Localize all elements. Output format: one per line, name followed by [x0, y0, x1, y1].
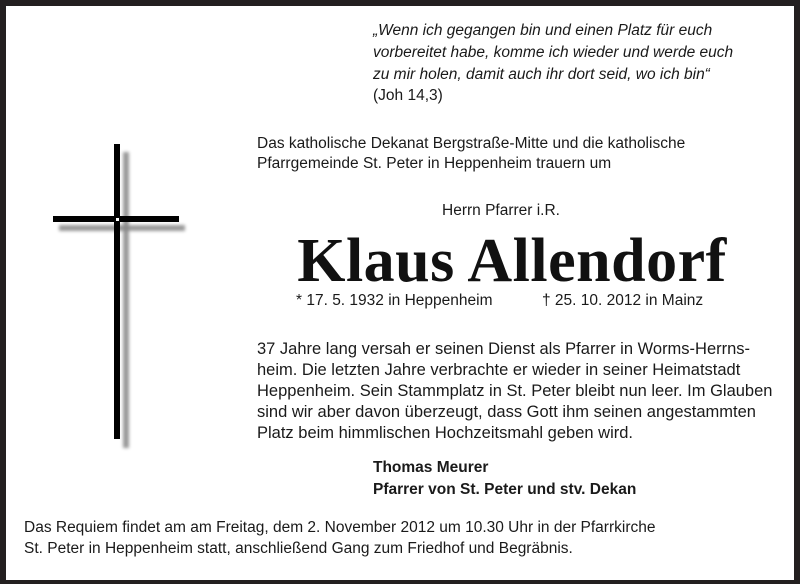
signature-name: Thomas Meurer — [373, 459, 489, 476]
quote-line: „Wenn ich gegangen bin und einen Platz für euch — [373, 22, 713, 39]
obituary-notice — [6, 6, 794, 580]
body-line: heim. Die letzten Jahre verbrachte er wieder in seiner Heimatstadt — [257, 361, 741, 379]
requiem-line: Das Requiem findet am am Freitag, dem 2. November 2012 um 10.30 Uhr in der Pfarrkirche — [24, 519, 656, 536]
signature-role: Pfarrer von St. Peter und stv. Dekan — [373, 481, 637, 498]
quote-reference: (Joh 14,3) — [373, 87, 443, 104]
body-line: Platz beim himmlischen Hochzeitsmahl geben wird. — [257, 424, 633, 442]
deceased-title: Herrn Pfarrer i.R. — [442, 202, 560, 219]
birth-date: * 17. 5. 1932 in Heppenheim — [296, 292, 493, 309]
intro-line: Pfarrgemeinde St. Peter in Heppenheim trauern um — [257, 155, 612, 172]
quote-line: vorbereitet habe, komme ich wieder und werde euch — [373, 44, 734, 61]
intro-line: Das katholische Dekanat Bergstraße-Mitte und die katholische — [257, 135, 686, 152]
deceased-name: Klaus Allendorf — [297, 227, 727, 295]
body-line: sind wir aber davon überzeugt, dass Gott ihm seinen angestammten — [257, 403, 756, 421]
requiem-line: St. Peter in Heppenheim statt, anschließend Gang zum Friedhof und Begräbnis. — [24, 540, 573, 557]
body-line: 37 Jahre lang versah er seinen Dienst als Pfarrer in Worms-Herrns- — [257, 340, 751, 358]
body-line: Heppenheim. Sein Stammplatz in St. Peter bleibt nun leer. Im Glauben — [257, 382, 773, 400]
quote-line: zu mir holen, damit auch ihr dort seid, wo ich bin“ — [373, 66, 710, 83]
death-date: † 25. 10. 2012 in Mainz — [542, 292, 704, 309]
